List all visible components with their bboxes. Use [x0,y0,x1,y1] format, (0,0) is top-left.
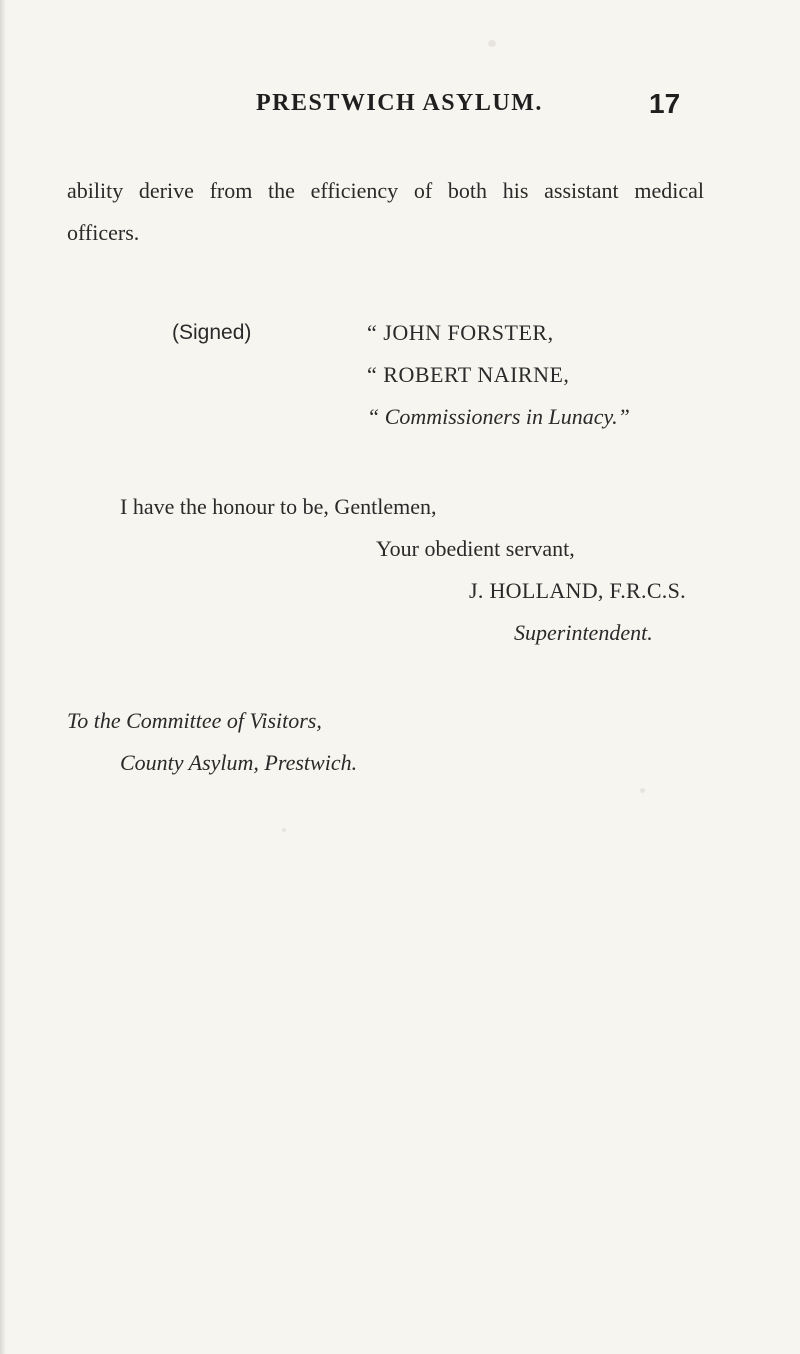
addressee-line: County Asylum, Prestwich. [120,750,358,775]
signatory-name: “ JOHN FORSTER, [367,320,554,345]
page-number: 17 [649,88,681,119]
author-title: Superintendent. [514,620,653,645]
body-text-line: officers. [67,220,140,245]
valediction: Your obedient servant, [376,536,575,561]
closing-line: I have the honour to be, Gentlemen, [120,494,437,519]
running-title: PRESTWICH ASYLUM. [256,90,543,116]
paper-smudge [640,788,645,793]
signatory-title: “ Commissioners in Lunacy.” [367,404,630,429]
addressee-line: To the Committee of Visitors, [67,708,322,733]
author-name: J. HOLLAND, F.R.C.S. [469,578,686,603]
paper-smudge [488,40,496,47]
signed-label: (Signed) [172,321,252,344]
signatory-name: “ ROBERT NAIRNE, [367,362,570,387]
page-edge [0,0,6,1354]
body-text-line: ability derive from the efficiency of both his assistant medical [67,178,704,203]
paper-smudge [282,828,286,832]
page-header [0,90,800,130]
